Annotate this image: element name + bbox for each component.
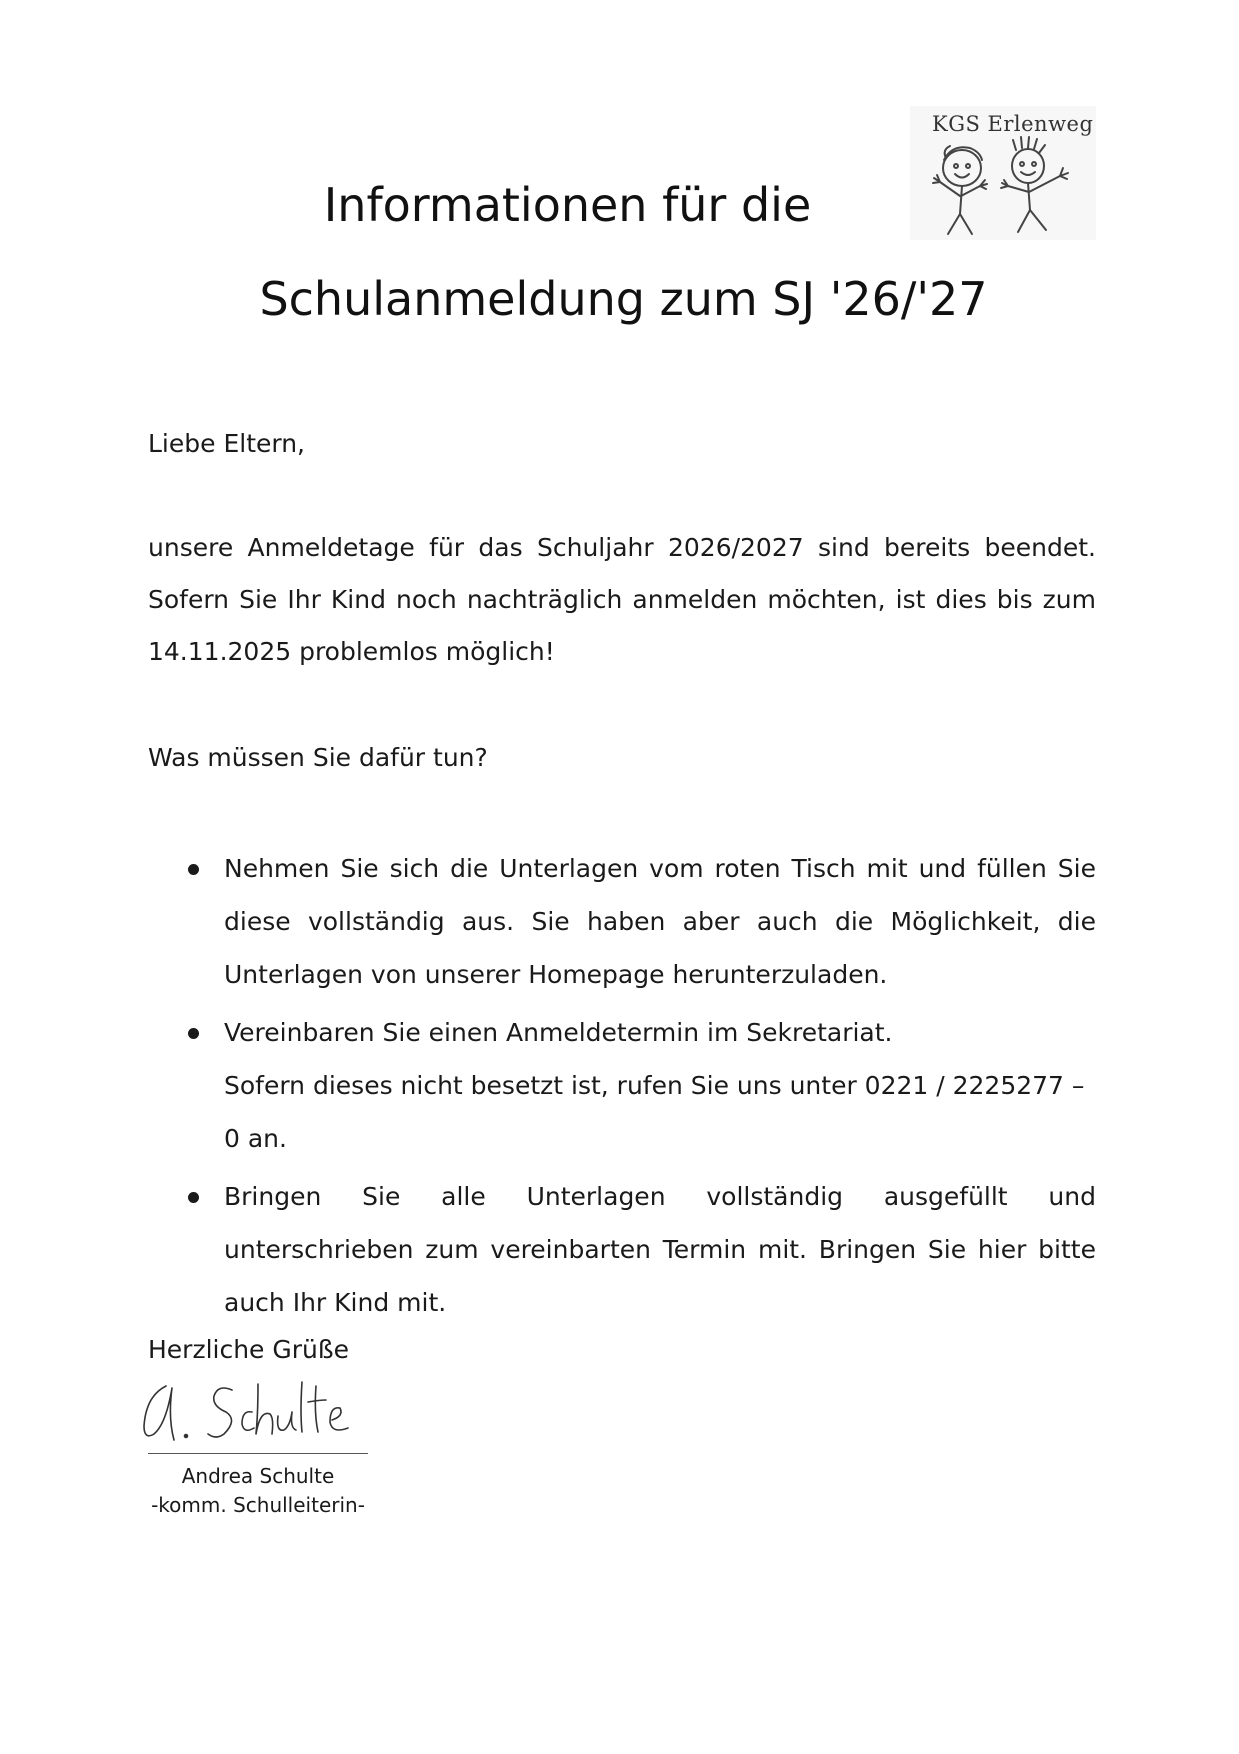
- step-line-2: Sofern dieses nicht besetzt ist, rufen Sie uns unter 0221 / 2225277 – 0 an.: [224, 1071, 1085, 1153]
- step-text: Bringen Sie alle Unterlagen vollständig ausgefüllt und unterschrieben zum vereinbarten Termin mit. Bringen Sie hier bitte auch Ihr Kind mit.: [224, 1182, 1096, 1317]
- step-text: Nehmen Sie sich die Unterlagen vom roten Tisch mit und füllen Sie diese vollständig aus. Sie haben aber auch die Möglichkeit, die Unterlagen von unserer Homepage herunterzuladen.: [224, 854, 1096, 989]
- bullet-icon: [188, 864, 199, 875]
- page-title-line-1: Informationen für die: [323, 178, 812, 232]
- page-title-line-2: Schulanmeldung zum SJ '26/'27: [259, 272, 988, 326]
- bullet-icon: [188, 1192, 199, 1203]
- logo-text: KGS Erlenweg: [932, 112, 1094, 136]
- question-line: Was müssen Sie dafür tun?: [148, 743, 488, 772]
- signer-name: Andrea Schulte: [181, 1464, 335, 1488]
- step-text: [224, 1006, 1096, 1165]
- bullet-icon: [188, 1028, 199, 1039]
- salutation: Liebe Eltern,: [148, 429, 306, 458]
- signature-line: [148, 1453, 368, 1454]
- handwritten-signature: [136, 1372, 376, 1452]
- closing-greeting: Herzliche Grüße: [148, 1335, 350, 1364]
- step-line-1: Vereinbaren Sie einen Anmeldetermin im Sekretariat.: [224, 1018, 893, 1047]
- intro-paragraph: unsere Anmeldetage für das Schuljahr 2026/2027 sind bereits beendet. Sofern Sie Ihr Kind noch nachträglich anmelden möchten, ist dies bis zum 14.11.2025 problemlos möglich!: [148, 533, 1096, 666]
- signer-role: -komm. Schulleiterin-: [151, 1493, 365, 1517]
